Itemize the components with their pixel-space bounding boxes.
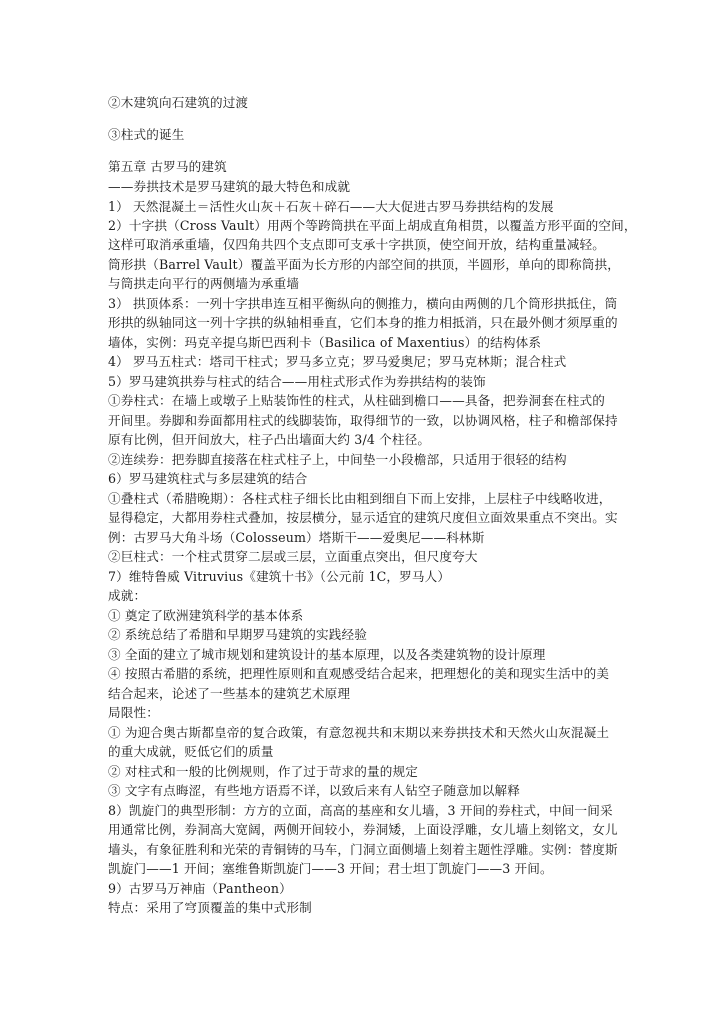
text-line: 凯旋门——1 开间；塞维鲁斯凯旋门——3 开间；君士坦丁凯旋门——3 开间。 [108, 861, 553, 876]
text-line: 原有比例，但开间放大，柱子凸出墙面大约 3/4 个柱径。 [108, 432, 431, 447]
text-line: 局限性： [108, 705, 159, 720]
text-line: ②巨柱式：一个柱式贯穿二层或三层，立面重点突出，但尺度夸大 [108, 549, 478, 564]
list-item: ③ 文字有点晦涩，有些地方语焉不详，以致后来有人钻空子随意加以解释 [108, 783, 520, 798]
text-line: 的重大成就，贬低它们的质量 [108, 744, 274, 759]
section-heading-birth-of-orders: ③柱式的诞生 [108, 127, 185, 142]
list-item: ② 系统总结了希腊和早期罗马建筑的实践经验 [108, 627, 368, 642]
text-line: 3） 拱顶体系：一列十字拱串连互相平衡纵向的侧推力，横向由两侧的几个筒形拱抵住，筒 [108, 296, 618, 311]
text-line: 墙头，有象征胜利和光荣的青铜铸的马车，门洞立面侧墙上刻着主题性浮雕。实例：替度斯 [108, 842, 618, 857]
list-item: ① 为迎合奥古斯都皇帝的复合政策，有意忽视共和末期以来券拱技术和天然火山灰混凝土 [108, 725, 610, 740]
text-line: 形拱的纵轴同这一列十字拱的纵轴相垂直，它们本身的推力相抵消，只在最外侧才须厚重的 [108, 315, 618, 330]
text-line: 例：古罗马大角斗场（Colosseum）塔斯干——爱奥尼——科林斯 [108, 530, 485, 545]
list-item: ③ 全面的建立了城市规划和建筑设计的基本原理，以及各类建筑物的设计原理 [108, 647, 546, 662]
text-line: ②连续券：把券脚直接落在柱式柱子上，中间垫一小段檐部，只适用于很轻的结构 [108, 452, 567, 467]
text-line: 5）罗马建筑拱券与柱式的结合——用柱式形式作为券拱结构的装饰 [108, 374, 486, 389]
list-item: ② 对柱式和一般的比例规则，作了过于苛求的量的规定 [108, 764, 419, 779]
list-item: ④ 按照古希腊的系统，把理性原则和直观感受结合起来，把理想化的美和现实生活中的美 [108, 666, 610, 681]
text-line: 用通常比例，券洞高大宽阔，两侧开间较小，券洞矮，上面设浮雕，女儿墙上刻铭文，女儿 [108, 822, 618, 837]
chapter-title: 第五章 古罗马的建筑 [108, 159, 227, 174]
text-line: 这样可取消承重墙，仅四角共四个支点即可支承十字拱顶，使空间开放，结构重量减轻。 [108, 237, 606, 252]
list-item: ① 奠定了欧洲建筑科学的基本体系 [108, 608, 304, 623]
text-line: 与筒拱走向平行的两侧墙为承重墙 [108, 276, 300, 291]
section-heading-wood-to-stone: ②木建筑向石建筑的过渡 [108, 95, 249, 110]
text-line: 特点：采用了穹顶覆盖的集中式形制 [108, 900, 312, 915]
chapter-subtitle: ——券拱技术是罗马建筑的最大特色和成就 [108, 179, 351, 194]
text-line: 显得稳定，大都用券柱式叠加，按层横分，显示适宜的建筑尺度但立面效果重点不突出。实 [108, 510, 618, 525]
text-line: 9）古罗马万神庙（Pantheon） [108, 881, 292, 896]
text-line: 4） 罗马五柱式：塔司干柱式；罗马多立克；罗马爱奥尼；罗马克林斯；混合柱式 [108, 354, 567, 369]
text-line: 墙体，实例：玛克辛提乌斯巴西利卡（Basilica of Maxentius）的结构体系 [108, 335, 542, 350]
text-line: 成就： [108, 588, 147, 603]
text-line: ①叠柱式（希腊晚期）：各柱式柱子细长比由粗到细自下而上安排，上层柱子中线略收进， [108, 491, 612, 506]
text-line: 结合起来，论述了一些基本的建筑艺术原理 [108, 686, 351, 701]
text-line: 筒形拱（Barrel Vault）覆盖平面为长方形的内部空间的拱顶，半圆形，单向的即称筒拱， [108, 257, 621, 272]
text-line: 8）凯旋门的典型形制：方方的立面，高高的基座和女儿墙，3 开间的券柱式，中间一间采 [108, 803, 613, 818]
text-line: 6）罗马建筑柱式与多层建筑的结合 [108, 471, 308, 486]
text-line: ①券柱式：在墙上或墩子上贴装饰性的柱式，从柱础到檐口——具备，把券洞套在柱式的 [108, 393, 606, 408]
text-line: 1） 天然混凝土＝活性火山灰＋石灰＋碎石——大大促进古罗马券拱结构的发展 [108, 199, 554, 214]
text-line: 7）维特鲁威 Vitruvius《建筑十书》（公元前 1C，罗马人） [108, 569, 451, 584]
text-line: 2）十字拱（Cross Vault）用两个等跨筒拱在平面上胡成直角相贯，以覆盖方形平面的空间， [108, 218, 637, 233]
text-line: 开间里。券脚和券面都用柱式的线脚装饰，取得细节的一致，以协调风格，柱子和檐部保持 [108, 413, 618, 428]
